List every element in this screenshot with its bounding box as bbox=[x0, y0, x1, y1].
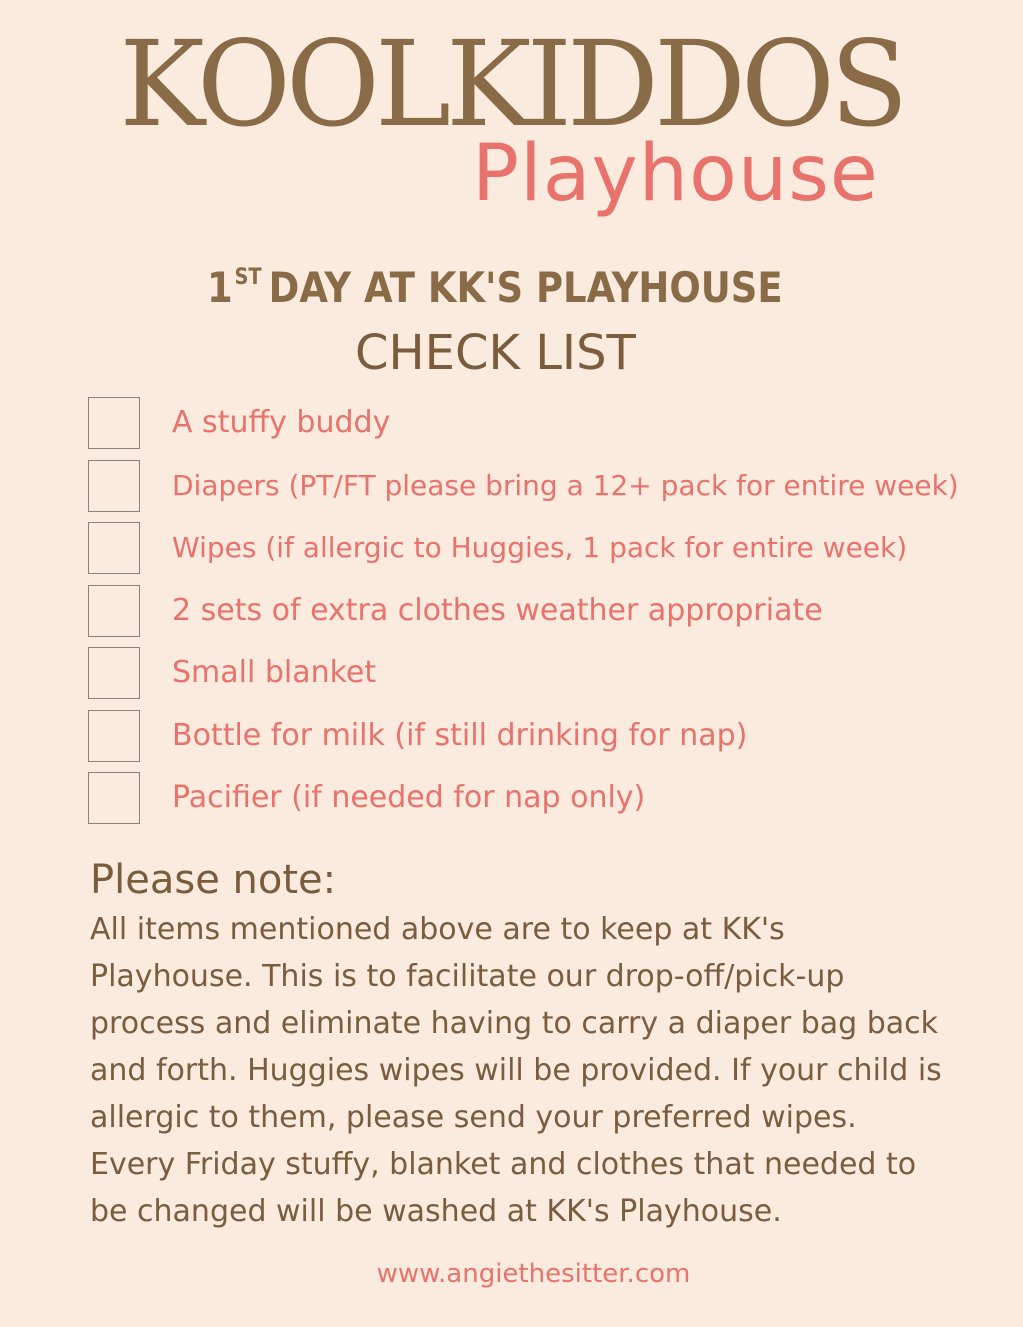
checklist-item bbox=[88, 396, 1018, 459]
checkbox[interactable] bbox=[88, 647, 140, 699]
checklist-item-label: A stuffy buddy bbox=[172, 405, 391, 440]
checkbox[interactable] bbox=[88, 772, 140, 824]
footer-url[interactable]: www.angiethesitter.com bbox=[376, 1259, 691, 1289]
checklist-item-label: Diapers (PT/FT please bring a 12+ pack for entire week) bbox=[172, 468, 959, 502]
checklist-item-label: Small blanket bbox=[172, 655, 377, 690]
checklist-item bbox=[88, 771, 1018, 834]
checklist-title: CHECK LIST bbox=[355, 325, 636, 381]
ordinal-suffix: ST bbox=[234, 265, 262, 290]
checklist-item-label: Bottle for milk (if still drinking for nap) bbox=[172, 717, 748, 753]
note-line: Playhouse. This is to facilitate our drop-off/pick-up bbox=[90, 959, 845, 994]
note-line: allergic to them, please send your preferred wipes. bbox=[90, 1100, 857, 1135]
note-heading: Please note: bbox=[90, 857, 337, 903]
checkbox[interactable] bbox=[88, 522, 140, 574]
checklist-item-label: Pacifier (if needed for nap only) bbox=[172, 780, 646, 815]
day-title-text: DAY AT KK'S PLAYHOUSE bbox=[268, 263, 783, 312]
brand-subtitle: Playhouse bbox=[472, 129, 879, 219]
note-line: Every Friday stuffy, blanket and clothes that needed to bbox=[90, 1147, 917, 1182]
note-line: and forth. Huggies wipes will be provided. If your child is bbox=[90, 1053, 942, 1088]
checklist-item-label: Wipes (if allergic to Huggies, 1 pack for entire week) bbox=[172, 531, 908, 564]
checkbox[interactable] bbox=[88, 710, 140, 762]
checkbox[interactable] bbox=[88, 460, 140, 512]
checkbox[interactable] bbox=[88, 397, 140, 449]
checklist-item bbox=[88, 646, 1018, 709]
day-title bbox=[207, 250, 783, 316]
note-line: All items mentioned above are to keep at KK's bbox=[90, 912, 785, 947]
note-line: process and eliminate having to carry a diaper bag back bbox=[90, 1006, 939, 1041]
brand-title: KOOLKIDDOS bbox=[119, 15, 904, 153]
note-body bbox=[90, 906, 1000, 1235]
note-line: be changed will be washed at KK's Playhouse. bbox=[90, 1194, 782, 1229]
checklist-item bbox=[88, 709, 1018, 772]
checklist-item bbox=[88, 584, 1018, 647]
checkbox[interactable] bbox=[88, 585, 140, 637]
day-number: 1 bbox=[207, 263, 233, 312]
checklist-item bbox=[88, 459, 1018, 522]
checklist bbox=[88, 396, 1018, 834]
checklist-item bbox=[88, 521, 1018, 584]
checklist-item-label: 2 sets of extra clothes weather appropriate bbox=[172, 592, 823, 628]
